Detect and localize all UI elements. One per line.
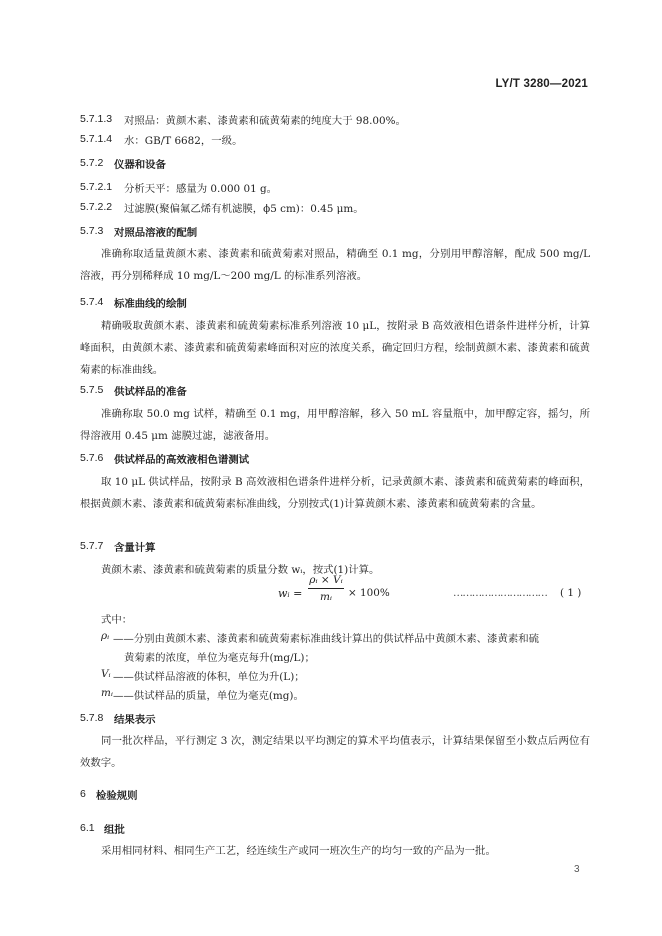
clause-number: 5.7.2.2 — [80, 201, 113, 213]
clause-text: 水：GB/T 6682，一级。 — [124, 135, 243, 147]
formula-denominator: mᵢ — [319, 591, 333, 603]
section-title: 标准曲线的绘制 — [114, 298, 187, 310]
section-number: 5.7.3 — [80, 225, 104, 237]
formula-label: ( 1 ) — [560, 587, 582, 599]
section-title: 结果表示 — [114, 714, 156, 726]
section-title: 供试样品的准备 — [114, 386, 187, 398]
clause-number: 5.7.2.1 — [80, 181, 113, 193]
section-title: 供试样品的高效液相色谱测试 — [114, 454, 250, 466]
standard-number: LY/T 3280—2021 — [495, 78, 588, 90]
page-number: 3 — [574, 864, 580, 875]
v-definition: ——供试样品溶液的体积，单位为升(L)； — [113, 671, 305, 683]
section-number: 6.1 — [80, 822, 95, 834]
rho-definition: ——分别由黄颜木素、漆黄素和硫黄菊素标准曲线计算出的供试样品中黄颜木素、漆黄素和硫 — [113, 633, 540, 645]
section-number: 5.7.4 — [80, 296, 104, 308]
formula-suffix: × 100% — [348, 587, 390, 599]
fraction-line — [308, 588, 344, 589]
formula-numerator: ρᵢ × Vᵢ — [309, 574, 343, 586]
clause-text: 过滤膜(聚偏氟乙烯有机滤膜，ϕ5 cm)：0.45 μm。 — [124, 203, 364, 215]
section-number: 5.7.5 — [80, 384, 104, 396]
section-number: 5.7.6 — [80, 452, 104, 464]
section-title: 对照品溶液的配制 — [114, 227, 198, 239]
where-label: 式中： — [101, 614, 133, 626]
section-body: 取 10 μL 供试样品，按附录 B 高效液相色谱条件进样分析，记录黄颜木素、漆黄素和硫黄菊素的峰面积，根据黄颜木素、漆黄素和硫黄菊素标准曲线，分别按式(1)计算黄颜木素、漆黄素和硫黄菊素的含量。 — [80, 476, 590, 510]
clause-text: 分析天平：感量为 0.000 01 g。 — [124, 183, 278, 195]
symbol-rho: ρᵢ — [101, 630, 110, 642]
section-title: 含量计算 — [114, 542, 156, 554]
clause-number: 5.7.1.4 — [80, 133, 113, 145]
formula-lhs: wᵢ = — [278, 587, 303, 600]
section-body: 同一批次样品，平行测定 3 次，测定结果以平均测定的算术平均值表示，计算结果保留至小数点后两位有效数字。 — [80, 735, 590, 769]
formula-intro: 黄颜木素、漆黄素和硫黄菊素的质量分数 wᵢ，按式(1)计算。 — [101, 564, 380, 576]
section-title: 仪器和设备 — [114, 159, 166, 171]
symbol-m: mᵢ — [101, 687, 113, 699]
section-body: 准确称取适量黄颜木素、漆黄素和硫黄菊素对照品，精确至 0.1 mg，分别用甲醇溶解，配成 500 mg/L 溶液，再分别稀释成 10 mg/L～200 mg/L 的标准系列溶液。 — [80, 248, 590, 282]
section-body: 准确称取 50.0 mg 试样，精确至 0.1 mg，用甲醇溶解，移入 50 mL 容量瓶中，加甲醇定容，摇匀，所得溶液用 0.45 μm 滤膜过滤，滤液备用。 — [80, 408, 590, 442]
section-body: 精确吸取黄颜木素、漆黄素和硫黄菊素标准系列溶液 10 μL，按附录 B 高效液相色谱条件进样分析，计算峰面积，由黄颜木素、漆黄素和硫黄菊素峰面积对应的浓度关系，确定回归方程，绘制黄颜木素、漆黄素和硫黄菊素的标准曲线。 — [80, 320, 590, 376]
section-number: 5.7.8 — [80, 712, 104, 724]
section-title: 组批 — [104, 824, 125, 836]
chapter-number: 6 — [80, 788, 86, 800]
symbol-v: Vᵢ — [101, 668, 111, 680]
clause-text: 对照品：黄颜木素、漆黄素和硫黄菊素的纯度大于 98.00%。 — [124, 115, 406, 127]
chapter-title: 检验规则 — [96, 790, 138, 802]
clause-number: 5.7.1.3 — [80, 113, 113, 125]
formula-leader-dots: ………………………… — [453, 587, 547, 599]
m-definition: ——供试样品的质量，单位为毫克(mg)。 — [113, 690, 304, 702]
section-number: 5.7.7 — [80, 540, 104, 552]
section-body: 采用相同材料、相同生产工艺，经连续生产或同一班次生产的均匀一致的产品为一批。 — [101, 845, 496, 857]
formula-fraction — [308, 574, 344, 603]
section-number: 5.7.2 — [80, 157, 104, 169]
rho-definition-cont: 黄菊素的浓度，单位为毫克每升(mg/L)； — [124, 652, 315, 664]
